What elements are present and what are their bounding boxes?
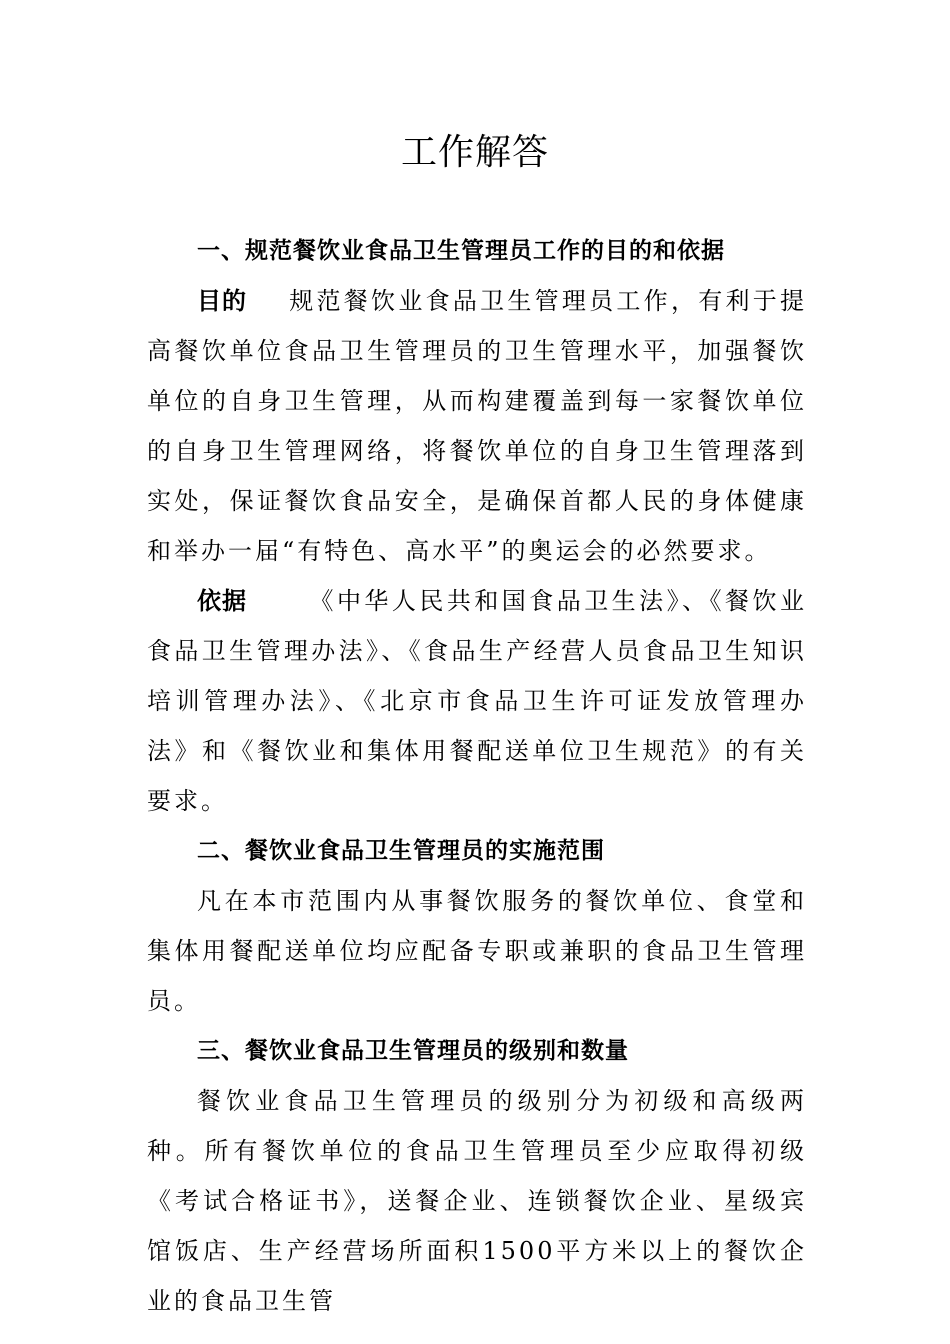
document-body (147, 226, 807, 1326)
paragraph-scope: 凡在本市范围内从事餐饮服务的餐饮单位、食堂和集体用餐配送单位均应配备专职或兼职的食品卫生管理员。 (147, 887, 807, 1015)
paragraph-purpose (147, 276, 807, 576)
basis-label: 依据 (197, 587, 247, 615)
paragraph-levels: 餐饮业食品卫生管理员的级别分为初级和高级两种。所有餐饮单位的食品卫生管理员至少应取得初级《考试合格证书》，送餐企业、连锁餐饮企业、星级宾馆饭店、生产经营场所面积1500平方米以上的餐饮企业的食品卫生管 (147, 1087, 807, 1315)
basis-text: 《中华人民共和国食品卫生法》、《餐饮业食品卫生管理办法》、《食品生产经营人员食品卫生知识培训管理办法》、《北京市食品卫生许可证发放管理办法》和《餐饮业和集体用餐配送单位卫生规范》的有关要求。 (147, 587, 807, 815)
page-title: 工作解答 (400, 132, 549, 173)
purpose-text: 规范餐饮业食品卫生管理员工作，有利于提高餐饮单位食品卫生管理员的卫生管理水平，加强餐饮单位的自身卫生管理，从而构建覆盖到每一家餐饮单位的自身卫生管理网络，将餐饮单位的自身卫生管理落到实处，保证餐饮食品安全，是确保首都人民的身体健康和举办一届“有特色、高水平”的奥运会的必然要求。 (147, 287, 807, 565)
section-heading-3: 三、餐饮业食品卫生管理员的级别和数量 (197, 1038, 629, 1064)
section-heading-2: 二、餐饮业食品卫生管理员的实施范围 (197, 838, 605, 864)
section-heading-1: 一、规范餐饮业食品卫生管理员工作的目的和依据 (197, 238, 725, 264)
purpose-label: 目的 (197, 287, 247, 315)
paragraph-basis (147, 576, 807, 826)
